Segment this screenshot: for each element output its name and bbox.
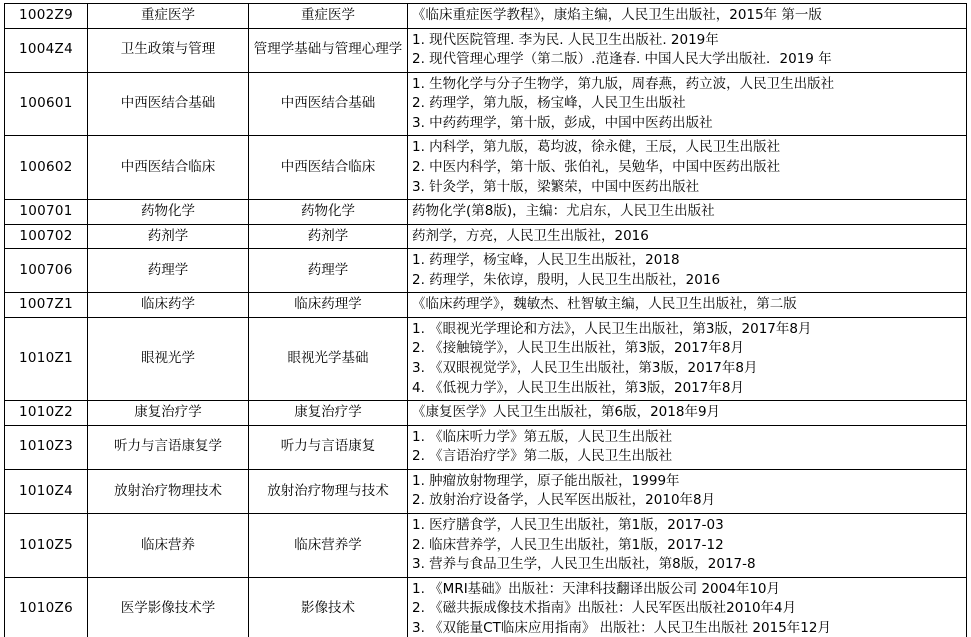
reference-book-line: 《临床重症医学教程》，康焰主编，人民卫生出版社，2015年 第一版 — [412, 7, 822, 23]
cell-subject-code: 1007Z1 — [5, 293, 88, 318]
reference-book-line: 3. 针灸学，第十版，梁繁荣，中国中医药出版社 — [412, 178, 700, 195]
cell-subject-name: 听力与言语康复学 — [88, 425, 249, 469]
cell-exam-subject: 重症医学 — [249, 4, 408, 29]
reference-book-list — [412, 202, 962, 222]
reference-book-list — [412, 138, 962, 197]
cell-subject-code: 1010Z6 — [5, 577, 88, 637]
cell-exam-subject: 中西医结合基础 — [249, 72, 408, 136]
reference-book-list — [412, 295, 962, 315]
cell-subject-code: 100602 — [5, 136, 88, 200]
cell-subject-code: 1010Z5 — [5, 513, 88, 577]
reference-book-line: 1. 《MRI基础》出版社：天津科技翻译出版公司 2004年10月 — [412, 580, 781, 597]
cell-subject-code: 100601 — [5, 72, 88, 136]
cell-exam-subject: 听力与言语康复 — [249, 425, 408, 469]
reference-book-line: 2. 临床营养学，人民卫生出版社，第1版，2017-12 — [412, 536, 724, 553]
cell-exam-subject: 药物化学 — [249, 200, 408, 225]
reference-book-list — [412, 6, 962, 26]
table-row — [5, 4, 967, 29]
cell-reference-books — [408, 72, 967, 136]
cell-subject-name: 药剂学 — [88, 224, 249, 249]
reference-book-line: 药物化学(第8版)，主编：尤启东，人民卫生出版社 — [412, 203, 715, 220]
reference-book-line: 3. 《双能量CT临床应用指南》 出版社：人民卫生出版社 2015年12月 — [412, 619, 831, 636]
cell-exam-subject: 药剂学 — [249, 224, 408, 249]
reference-book-list — [412, 320, 962, 398]
cell-reference-books — [408, 425, 967, 469]
cell-subject-code: 1010Z4 — [5, 469, 88, 513]
cell-exam-subject: 药理学 — [249, 249, 408, 293]
cell-reference-books — [408, 28, 967, 72]
table-row — [5, 28, 967, 72]
cell-reference-books — [408, 317, 967, 400]
cell-subject-name: 卫生政策与管理 — [88, 28, 249, 72]
reference-book-list — [412, 251, 962, 290]
reference-book-list — [412, 428, 962, 467]
cell-subject-name: 药物化学 — [88, 200, 249, 225]
table-row — [5, 249, 967, 293]
reference-book-list — [412, 516, 962, 575]
reference-book-list — [412, 403, 962, 423]
table-row — [5, 200, 967, 225]
reference-book-line: 1. 医疗膳食学，人民卫生出版社，第1版，2017-03 — [412, 516, 724, 533]
reference-book-line: 2. 中医内科学，第十版、张伯礼，吴勉华，中国中医药出版社 — [412, 158, 781, 175]
cell-subject-code: 1010Z3 — [5, 425, 88, 469]
reference-book-list — [412, 31, 962, 70]
cell-subject-name: 康复治疗学 — [88, 401, 249, 426]
reference-book-line: 1. 现代医院管理. 李为民. 人民卫生出版社. 2019年 — [412, 31, 719, 48]
reference-book-line: 1. 《临床听力学》第五版，人民卫生出版社 — [412, 428, 673, 445]
cell-subject-name: 临床药学 — [88, 293, 249, 318]
reference-book-list — [412, 580, 962, 637]
reference-book-line: 2. 现代管理心理学（第二版）.范逢春. 中国人民大学出版社．2019 年 — [412, 51, 832, 68]
cell-reference-books — [408, 249, 967, 293]
cell-subject-code: 1002Z9 — [5, 4, 88, 29]
reference-book-line: 《临床药理学》，魏敏杰、杜智敏主编，人民卫生出版社，第二版 — [412, 296, 797, 313]
cell-subject-name: 临床营养 — [88, 513, 249, 577]
table-row — [5, 425, 967, 469]
reference-book-line: 1. 内科学，第九版，葛均波，徐永健，王辰，人民卫生出版社 — [412, 139, 781, 156]
cell-exam-subject: 眼视光学基础 — [249, 317, 408, 400]
cell-subject-code: 1004Z4 — [5, 28, 88, 72]
cell-subject-name: 眼视光学 — [88, 317, 249, 400]
reference-book-line: 1. 《眼视光学理论和方法》，人民卫生出版社，第3版，2017年8月 — [412, 320, 812, 337]
cell-reference-books — [408, 224, 967, 249]
subject-reference-table — [4, 3, 967, 637]
cell-reference-books — [408, 136, 967, 200]
cell-subject-code: 100702 — [5, 224, 88, 249]
reference-book-line: 1. 生物化学与分子生物学，第九版，周春燕，药立波，人民卫生出版社 — [412, 75, 835, 92]
reference-book-line: 《康复医学》人民卫生出版社，第6版，2018年9月 — [412, 404, 721, 421]
cell-exam-subject: 临床营养学 — [249, 513, 408, 577]
reference-book-line: 3. 营养与食品卫生学，人民卫生出版社，第8版，2017-8 — [412, 556, 756, 573]
table-row — [5, 513, 967, 577]
reference-book-line: 4. 《低视力学》，人民卫生出版社，第3版，2017年8月 — [412, 379, 744, 396]
cell-subject-name: 重症医学 — [88, 4, 249, 29]
cell-reference-books — [408, 200, 967, 225]
cell-subject-code: 100701 — [5, 200, 88, 225]
reference-book-line: 2. 《接触镜学》，人民卫生出版社，第3版，2017年8月 — [412, 340, 744, 357]
reference-book-line: 3. 中药药理学，第十版，彭成，中国中医药出版社 — [412, 114, 713, 131]
reference-book-list — [412, 75, 962, 134]
cell-exam-subject: 影像技术 — [249, 577, 408, 637]
cell-reference-books — [408, 4, 967, 29]
table-row — [5, 293, 967, 318]
table-row — [5, 224, 967, 249]
cell-exam-subject: 康复治疗学 — [249, 401, 408, 426]
reference-book-line: 1. 肿瘤放射物理学，原子能出版社，1999年 — [412, 472, 680, 489]
reference-book-line: 2. 《言语治疗学》第二版，人民卫生出版社 — [412, 448, 673, 465]
cell-reference-books — [408, 401, 967, 426]
reference-book-line: 2. 药理学，第九版，杨宝峰，人民卫生出版社 — [412, 95, 686, 112]
cell-subject-name: 中西医结合基础 — [88, 72, 249, 136]
table-row — [5, 72, 967, 136]
reference-book-list — [412, 472, 962, 511]
cell-exam-subject: 临床药理学 — [249, 293, 408, 318]
table-row — [5, 577, 967, 637]
reference-book-line: 药剂学，方亮，人民卫生出版社，2016 — [412, 227, 649, 244]
cell-reference-books — [408, 293, 967, 318]
table-row — [5, 469, 967, 513]
reference-book-line: 1. 药理学，杨宝峰，人民卫生出版社，2018 — [412, 252, 680, 269]
cell-subject-name: 中西医结合临床 — [88, 136, 249, 200]
cell-exam-subject: 放射治疗物理与技术 — [249, 469, 408, 513]
reference-book-line: 3. 《双眼视觉学》，人民卫生出版社，第3版，2017年8月 — [412, 360, 758, 376]
cell-exam-subject: 中西医结合临床 — [249, 136, 408, 200]
table-row — [5, 317, 967, 400]
cell-subject-name: 药理学 — [88, 249, 249, 293]
cell-reference-books — [408, 577, 967, 637]
reference-book-line: 2. 《磁共振成像技术指南》出版社：人民军医出版社2010年4月 — [412, 600, 797, 617]
table-body — [5, 4, 967, 637]
cell-subject-code: 1010Z1 — [5, 317, 88, 400]
cell-subject-name: 放射治疗物理技术 — [88, 469, 249, 513]
cell-reference-books — [408, 513, 967, 577]
cell-reference-books — [408, 469, 967, 513]
reference-book-line: 2. 药理学，朱依谆，殷明，人民卫生出版社，2016 — [412, 271, 721, 288]
cell-exam-subject: 管理学基础与管理心理学 — [249, 28, 408, 72]
reference-book-list — [412, 227, 962, 247]
table-row — [5, 401, 967, 426]
cell-subject-code: 1010Z2 — [5, 401, 88, 426]
cell-subject-name: 医学影像技术学 — [88, 577, 249, 637]
reference-book-line: 2. 放射治疗设备学，人民军医出版社，2010年8月 — [412, 492, 716, 509]
cell-subject-code: 100706 — [5, 249, 88, 293]
table-row — [5, 136, 967, 200]
